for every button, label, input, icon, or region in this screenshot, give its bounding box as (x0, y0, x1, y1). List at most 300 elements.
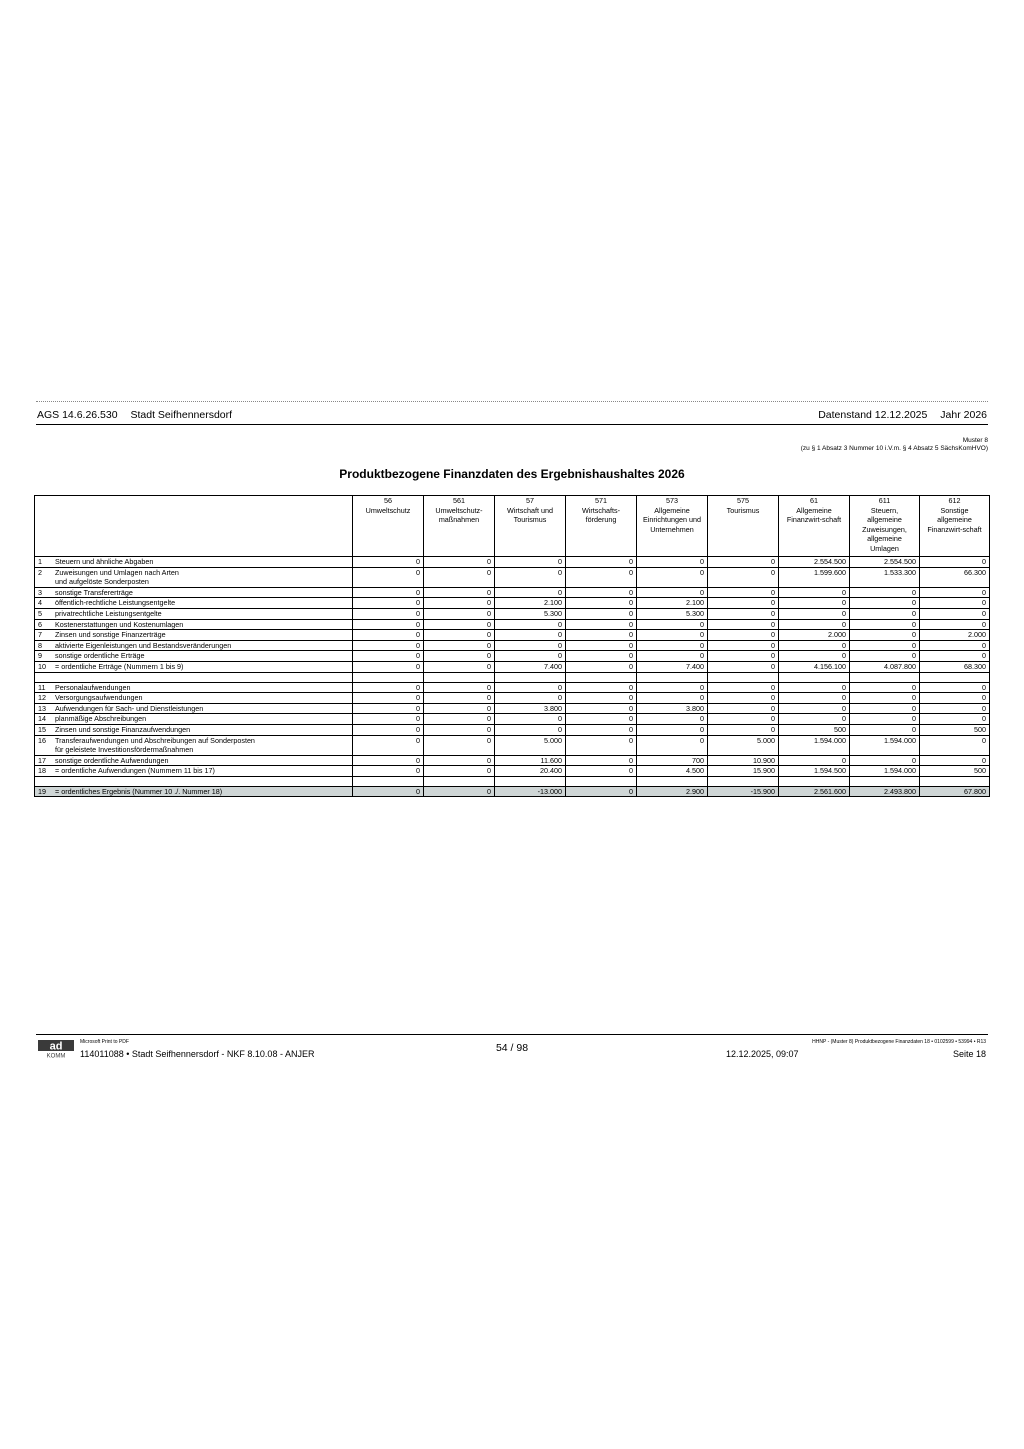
value-cell: 0 (495, 724, 566, 735)
row-label-cell (35, 693, 353, 704)
value-cell: 0 (566, 703, 637, 714)
column-header (424, 496, 495, 557)
row-number: 9 (38, 651, 42, 661)
value-cell: 0 (495, 567, 566, 587)
column-name: Umweltschutz-maßnahmen (435, 505, 483, 525)
row-label-cell (35, 766, 353, 777)
value-cell: 0 (637, 567, 708, 587)
value-cell: 2.000 (779, 630, 850, 641)
value-cell: 0 (566, 640, 637, 651)
header-rule (36, 424, 988, 425)
value-cell: 0 (566, 630, 637, 641)
value-cell: 0 (424, 608, 495, 619)
value-cell: 2.900 (637, 786, 708, 797)
row-label: = ordentliches Ergebnis (Nummer 10 ./. Nummer 18) (55, 786, 223, 796)
job-info: 114011088 • Stadt Seifhennersdorf - NKF 8.10.08 - ANJER (80, 1049, 315, 1059)
table-row (35, 619, 990, 630)
table-row (35, 557, 990, 568)
value-cell: 0 (353, 608, 424, 619)
column-code: 571 (595, 496, 607, 505)
value-cell: 0 (850, 724, 920, 735)
value-cell: 0 (708, 630, 779, 641)
table-row (35, 567, 990, 587)
value-cell: 0 (566, 714, 637, 725)
row-label: Transferaufwendungen und Abschreibungen auf Sonderposten (55, 735, 255, 745)
column-code: 612 (948, 496, 961, 505)
value-cell: 2.554.500 (850, 557, 920, 568)
value-cell: 0 (353, 630, 424, 641)
column-name: Tourismus (726, 505, 760, 515)
top-dotted-rule (36, 401, 988, 402)
value-cell: 0 (424, 640, 495, 651)
value-cell: 0 (779, 640, 850, 651)
row-number: 12 (38, 693, 46, 703)
column-header (353, 496, 424, 557)
value-cell: 0 (353, 714, 424, 725)
value-cell: 1.599.600 (779, 567, 850, 587)
value-cell: 0 (353, 661, 424, 672)
row-label-cell (35, 557, 353, 568)
value-cell: 0 (566, 608, 637, 619)
value-cell: 0 (424, 587, 495, 598)
budget-year: Jahr 2026 (940, 409, 987, 421)
table-row (35, 661, 990, 672)
value-cell: 20.400 (495, 766, 566, 777)
table-row (35, 724, 990, 735)
table-row (35, 714, 990, 725)
row-label: sonstige Transfererträge (55, 587, 133, 597)
table-row (35, 755, 990, 766)
value-cell: 0 (353, 703, 424, 714)
table-row (35, 693, 990, 704)
row-label-cell (35, 651, 353, 662)
value-cell: 0 (920, 703, 990, 714)
value-cell: 0 (566, 587, 637, 598)
muster-reference (801, 437, 988, 453)
value-cell: 0 (779, 755, 850, 766)
row-label-cell (35, 630, 353, 641)
value-cell: 0 (850, 693, 920, 704)
value-cell: 0 (353, 693, 424, 704)
table-row (35, 735, 990, 755)
value-cell: 500 (920, 766, 990, 777)
value-cell: 0 (708, 619, 779, 630)
row-label-cell (35, 661, 353, 672)
value-cell: 0 (566, 766, 637, 777)
row-label-cell (35, 608, 353, 619)
spacer-row (35, 776, 990, 786)
page-counter: 54 / 98 (495, 1042, 529, 1054)
row-label: Aufwendungen für Sach- und Dienstleistungen (55, 703, 204, 713)
value-cell: 0 (920, 714, 990, 725)
row-label: planmäßige Abschreibungen (55, 714, 147, 724)
value-cell: 0 (708, 693, 779, 704)
page-number: Seite 18 (952, 1049, 986, 1059)
row-label: privatrechtliche Leistungsentgelte (55, 608, 162, 618)
table-row (35, 598, 990, 609)
value-cell: 0 (566, 724, 637, 735)
row-number: 14 (38, 714, 46, 724)
table-row (35, 766, 990, 777)
value-cell: 0 (708, 598, 779, 609)
value-cell: 0 (920, 693, 990, 704)
value-cell: 2.561.600 (779, 786, 850, 797)
value-cell: 7.400 (495, 661, 566, 672)
value-cell: 0 (566, 786, 637, 797)
row-label: Zuweisungen und Umlagen nach Arten (55, 567, 179, 577)
row-label: aktivierte Eigenleistungen und Bestandsveränderungen (55, 640, 232, 650)
row-label: Steuern und ähnliche Abgaben (55, 557, 154, 566)
value-cell: 5.000 (495, 735, 566, 755)
spacer-cell (495, 672, 566, 682)
value-cell: 0 (424, 724, 495, 735)
value-cell: 68.300 (920, 661, 990, 672)
value-cell: 0 (353, 640, 424, 651)
value-cell: 0 (424, 661, 495, 672)
svg-text:ad: ad (49, 1040, 63, 1053)
value-cell: 0 (920, 735, 990, 755)
spacer-cell (353, 776, 424, 786)
column-name: Wirtschaft und Tourismus (507, 505, 553, 525)
muster-label: Muster 8 (962, 437, 988, 444)
row-number: 6 (38, 619, 42, 629)
row-label: Zinsen und sonstige Finanzaufwendungen (55, 724, 191, 734)
value-cell: 0 (424, 755, 495, 766)
value-cell: 0 (920, 651, 990, 662)
value-cell: 2.100 (637, 598, 708, 609)
table-row (35, 640, 990, 651)
value-cell: 0 (353, 786, 424, 797)
datenstand: Datenstand 12.12.2025 (818, 409, 928, 421)
value-cell: 0 (566, 567, 637, 587)
report-id: HHNP - (Muster 8) Produktbezogene Finanzdaten 18 • 0102599 • 53994 • R13 (812, 1039, 986, 1045)
footer-rule (36, 1034, 988, 1035)
value-cell: 0 (424, 766, 495, 777)
value-cell: 0 (353, 598, 424, 609)
row-label-cell (35, 598, 353, 609)
value-cell: 4.087.800 (850, 661, 920, 672)
document-title: Produktbezogene Finanzdaten des Ergebnishaushaltes 2026 (339, 467, 685, 481)
value-cell: 0 (850, 587, 920, 598)
spacer-cell (708, 776, 779, 786)
value-cell: 3.800 (637, 703, 708, 714)
value-cell: 0 (353, 766, 424, 777)
value-cell: 0 (495, 682, 566, 693)
column-name: Umweltschutz (365, 505, 411, 515)
row-label-cell (35, 714, 353, 725)
column-name: Sonstige allgemeine Finanzwirt-schaft (927, 505, 982, 534)
row-label: sonstige ordentliche Aufwendungen (55, 755, 169, 765)
value-cell: 0 (637, 619, 708, 630)
spacer-cell (495, 776, 566, 786)
value-cell: 0 (637, 735, 708, 755)
value-cell: 67.800 (920, 786, 990, 797)
value-cell: 0 (424, 630, 495, 641)
value-cell: 0 (850, 703, 920, 714)
table-row (35, 608, 990, 619)
column-name: Allgemeine Finanzwirt-schaft (786, 505, 842, 525)
value-cell: 0 (920, 598, 990, 609)
row-number: 8 (38, 640, 42, 650)
value-cell: 5.000 (708, 735, 779, 755)
value-cell: 0 (850, 619, 920, 630)
table-body (35, 557, 990, 797)
value-cell: 0 (424, 703, 495, 714)
value-cell: 700 (637, 755, 708, 766)
row-label-cell (35, 587, 353, 598)
finance-table (34, 495, 990, 797)
value-cell: 0 (495, 651, 566, 662)
value-cell: 0 (637, 693, 708, 704)
row-label: = ordentliche Aufwendungen (Nummern 11 bis 17) (55, 766, 215, 776)
value-cell: 0 (566, 557, 637, 568)
row-label-cell (35, 724, 353, 735)
value-cell: 0 (779, 714, 850, 725)
value-cell: 15.900 (708, 766, 779, 777)
muster-legal-note: (zu § 1 Absatz 3 Nummer 10 i.V.m. § 4 Absatz 5 SächsKomHVO) (800, 445, 988, 452)
value-cell: 5.300 (637, 608, 708, 619)
row-number: 2 (38, 567, 42, 577)
value-cell: -13.000 (495, 786, 566, 797)
row-label-cell (35, 703, 353, 714)
value-cell: 0 (708, 651, 779, 662)
value-cell: 0 (920, 682, 990, 693)
ags-code: AGS 14.6.26.530 (37, 409, 118, 421)
value-cell: 0 (708, 608, 779, 619)
row-label-cell (35, 682, 353, 693)
value-cell: 0 (566, 755, 637, 766)
value-cell: 1.594.000 (850, 735, 920, 755)
column-name: Steuern, allgemeine Zuweisungen, allgemeine Umlagen (862, 505, 907, 553)
table-row (35, 630, 990, 641)
value-cell: 0 (850, 682, 920, 693)
value-cell: 0 (566, 693, 637, 704)
value-cell: 2.493.800 (850, 786, 920, 797)
value-cell: 0 (779, 703, 850, 714)
spacer-cell (566, 672, 637, 682)
row-number: 10 (38, 661, 46, 671)
result-row (35, 786, 990, 797)
value-cell: 0 (920, 587, 990, 598)
column-code: 573 (666, 496, 678, 505)
table-header-row (35, 496, 990, 557)
row-number: 4 (38, 598, 42, 608)
column-name: Allgemeine Einrichtungen und Unternehmen (643, 505, 701, 534)
column-header (920, 496, 990, 557)
column-header (495, 496, 566, 557)
value-cell: 0 (708, 714, 779, 725)
row-number: 16 (38, 735, 46, 745)
value-cell: 0 (424, 651, 495, 662)
row-label: Personalaufwendungen (55, 682, 131, 692)
table-row (35, 703, 990, 714)
value-cell: 0 (495, 693, 566, 704)
column-name: Wirtschafts-förderung (582, 505, 620, 525)
value-cell: 7.400 (637, 661, 708, 672)
value-cell: 0 (495, 619, 566, 630)
spacer-cell (779, 672, 850, 682)
value-cell: 0 (353, 557, 424, 568)
value-cell: 0 (779, 598, 850, 609)
value-cell: 0 (708, 682, 779, 693)
value-cell: 4.500 (637, 766, 708, 777)
value-cell: 2.100 (495, 598, 566, 609)
value-cell: 0 (850, 640, 920, 651)
value-cell: 0 (353, 619, 424, 630)
spacer-cell (353, 672, 424, 682)
value-cell: 4.156.100 (779, 661, 850, 672)
row-number: 3 (38, 587, 42, 597)
value-cell: 0 (353, 587, 424, 598)
value-cell: 0 (424, 786, 495, 797)
row-label-cell (35, 755, 353, 766)
spacer-cell (637, 672, 708, 682)
value-cell: 1.533.300 (850, 567, 920, 587)
value-cell: 0 (850, 608, 920, 619)
spacer-cell (35, 672, 353, 682)
value-cell: 0 (637, 630, 708, 641)
row-label-cell (35, 640, 353, 651)
value-cell: 2.554.500 (779, 557, 850, 568)
value-cell: 0 (424, 598, 495, 609)
value-cell: 0 (708, 557, 779, 568)
value-cell: 0 (708, 587, 779, 598)
value-cell: 66.300 (920, 567, 990, 587)
value-cell: 11.600 (495, 755, 566, 766)
value-cell: 0 (920, 640, 990, 651)
value-cell: 0 (708, 703, 779, 714)
value-cell: 0 (779, 587, 850, 598)
spacer-cell (35, 776, 353, 786)
value-cell: 0 (920, 608, 990, 619)
value-cell: 1.594.000 (850, 766, 920, 777)
row-label: sonstige ordentliche Erträge (55, 651, 145, 661)
print-driver-note: Microsoft Print to PDF (80, 1039, 129, 1045)
value-cell: 0 (708, 640, 779, 651)
value-cell: 0 (566, 661, 637, 672)
value-cell: 0 (424, 693, 495, 704)
row-label-header (35, 496, 353, 557)
value-cell: 0 (708, 567, 779, 587)
value-cell: 0 (424, 619, 495, 630)
spacer-cell (779, 776, 850, 786)
spacer-row (35, 672, 990, 682)
value-cell: 0 (353, 682, 424, 693)
column-code: 561 (453, 496, 465, 505)
value-cell: 0 (424, 557, 495, 568)
value-cell: 0 (637, 651, 708, 662)
spacer-cell (850, 776, 920, 786)
row-label-cell (35, 619, 353, 630)
value-cell: 0 (495, 587, 566, 598)
value-cell: 0 (850, 651, 920, 662)
column-header (637, 496, 708, 557)
spacer-cell (424, 776, 495, 786)
value-cell: 0 (920, 557, 990, 568)
column-code: 611 (878, 496, 891, 505)
row-number: 13 (38, 703, 46, 713)
value-cell: 0 (850, 598, 920, 609)
value-cell: 0 (424, 714, 495, 725)
row-label-continuation: für geleistete Investitionsfördermaßnahmen (55, 745, 194, 755)
value-cell: 0 (637, 714, 708, 725)
column-header (708, 496, 779, 557)
municipality-name: Stadt Seifhennersdorf (130, 409, 233, 421)
spacer-cell (637, 776, 708, 786)
table-row (35, 587, 990, 598)
row-label-cell (35, 735, 353, 755)
value-cell: 3.800 (495, 703, 566, 714)
row-number: 7 (38, 630, 42, 640)
value-cell: 0 (637, 724, 708, 735)
value-cell: 0 (708, 724, 779, 735)
value-cell: 0 (637, 682, 708, 693)
row-number: 11 (38, 682, 46, 692)
value-cell: 0 (637, 587, 708, 598)
value-cell: 0 (566, 735, 637, 755)
column-code: 56 (384, 496, 392, 505)
value-cell: 0 (495, 557, 566, 568)
row-label-continuation: und aufgelöste Sonderposten (55, 577, 149, 587)
value-cell: 5.300 (495, 608, 566, 619)
row-label: öffentlich-rechtliche Leistungsentgelte (55, 598, 176, 608)
column-header (566, 496, 637, 557)
value-cell: 0 (920, 619, 990, 630)
value-cell: 0 (850, 755, 920, 766)
column-header (850, 496, 920, 557)
value-cell: 1.594.000 (779, 735, 850, 755)
table-row (35, 682, 990, 693)
value-cell: 0 (424, 567, 495, 587)
value-cell: 500 (920, 724, 990, 735)
print-datetime: 12.12.2025, 09:07 (726, 1049, 799, 1059)
spacer-cell (424, 672, 495, 682)
value-cell: 0 (779, 693, 850, 704)
value-cell: 0 (637, 640, 708, 651)
value-cell: 0 (920, 755, 990, 766)
value-cell: 10.900 (708, 755, 779, 766)
row-number: 1 (38, 557, 42, 566)
spacer-cell (708, 672, 779, 682)
row-number: 17 (38, 755, 46, 765)
column-code: 57 (526, 496, 534, 505)
value-cell: 0 (779, 608, 850, 619)
column-code: 575 (737, 496, 749, 505)
value-cell: 2.000 (920, 630, 990, 641)
value-cell: 0 (566, 598, 637, 609)
value-cell: 0 (566, 651, 637, 662)
value-cell: 500 (779, 724, 850, 735)
value-cell: 0 (353, 567, 424, 587)
value-cell: 0 (495, 630, 566, 641)
column-code: 61 (810, 496, 818, 505)
value-cell: 0 (850, 714, 920, 725)
value-cell: 0 (495, 640, 566, 651)
value-cell: 0 (424, 682, 495, 693)
value-cell: -15.900 (708, 786, 779, 797)
row-label: Kostenerstattungen und Kostenumlagen (55, 619, 184, 629)
row-label-cell (35, 786, 353, 797)
value-cell: 0 (566, 682, 637, 693)
row-label: = ordentliche Erträge (Nummern 1 bis 9) (55, 661, 184, 671)
value-cell: 0 (850, 630, 920, 641)
value-cell: 0 (424, 735, 495, 755)
value-cell: 1.594.500 (779, 766, 850, 777)
value-cell: 0 (353, 724, 424, 735)
value-cell: 0 (353, 651, 424, 662)
row-number: 18 (38, 766, 46, 776)
row-number: 15 (38, 724, 46, 734)
